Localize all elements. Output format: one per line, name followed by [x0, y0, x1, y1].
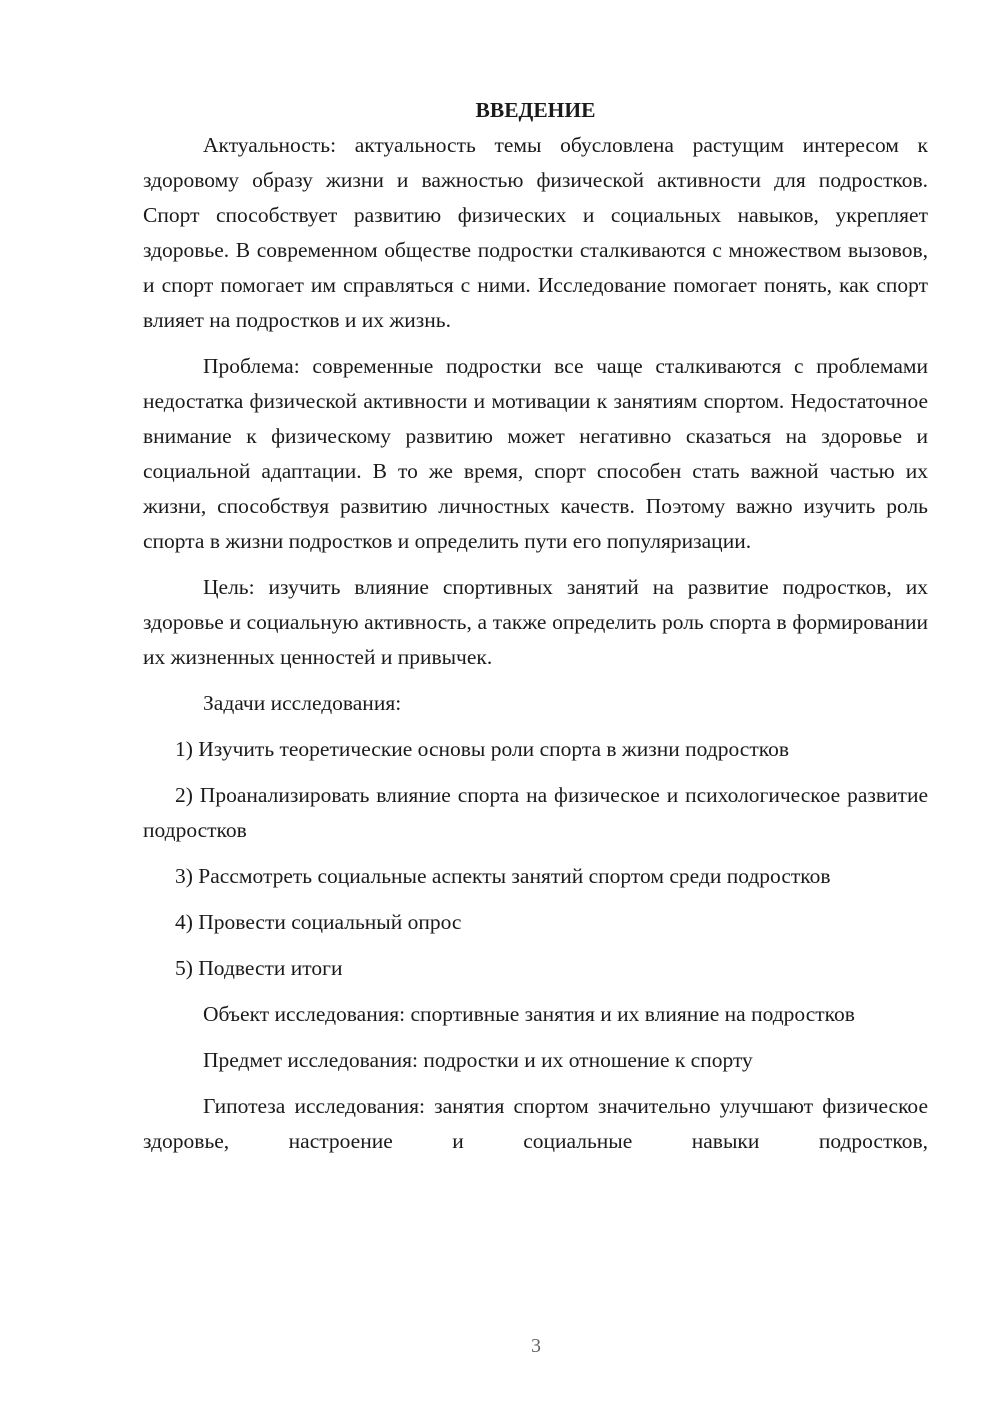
page-number: 3 [531, 1335, 541, 1357]
document-page [143, 92, 928, 1159]
task-item-1: 1) Изучить теоретические основы роли спорта в жизни подростков [175, 737, 789, 761]
task-item-4: 4) Провести социальный опрос [175, 910, 462, 934]
paragraph-hypothesis: Гипотеза исследования: занятия спортом значительно улучшают физическое здоровье, настроение и социальные навыки подростков, [143, 1094, 928, 1153]
page-title: ВВЕДЕНИЕ [475, 98, 596, 122]
paragraph-subject: Предмет исследования: подростки и их отношение к спорту [203, 1048, 753, 1072]
task-item-5: 5) Подвести итоги [175, 956, 343, 980]
paragraph-goal: Цель: изучить влияние спортивных занятий на развитие подростков, их здоровье и социальную активность, а также определить роль спорта в формировании их жизненных ценностей и привычек. [143, 575, 928, 669]
task-item-2: 2) Проанализировать влияние спорта на физическое и психологическое развитие подростков [143, 783, 928, 842]
task-item-3: 3) Рассмотреть социальные аспекты занятий спортом среди подростков [175, 864, 831, 888]
paragraph-object: Объект исследования: спортивные занятия и их влияние на подростков [203, 1002, 855, 1026]
paragraph-problem: Проблема: современные подростки все чаще сталкиваются с проблемами недостатка физической активности и мотивации к занятиям спортом. Недостаточное внимание к физическому развитию может негативно сказаться на здоровье и социальной адаптации. В то же время, спорт способен стать важной частью их жизни, способствуя развитию личностных качеств. Поэтому важно изучить роль спорта в жизни подростков и определить пути его популяризации. [143, 354, 928, 553]
tasks-title: Задачи исследования: [203, 691, 402, 715]
paragraph-relevance: Актуальность: актуальность темы обусловлена растущим интересом к здоровому образу жизни и важностью физической активности для подростков. Спорт способствует развитию физических и социальных навыков, укрепляет здоровье. В современном обществе подростки сталкиваются с множеством вызовов, и спорт помогает им справляться с ними. Исследование помогает понять, как спорт влияет на подростков и их жизнь. [143, 133, 928, 332]
